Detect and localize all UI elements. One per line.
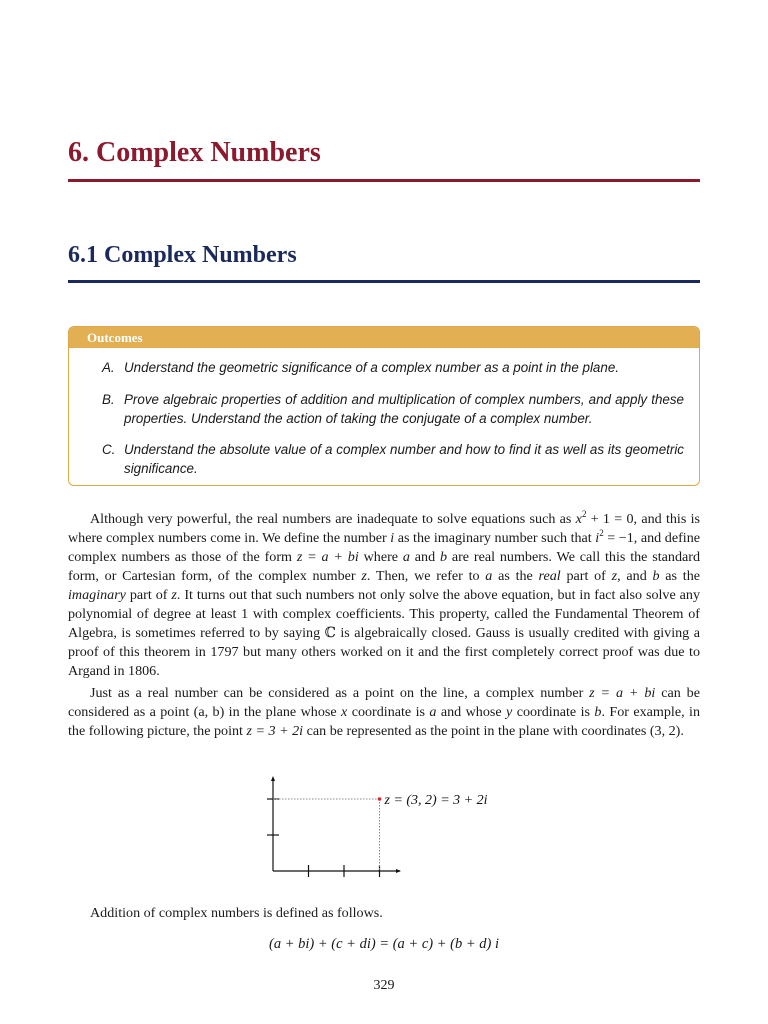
outcome-text: Understand the absolute value of a complex number and how to find it as well as its geometric significance. bbox=[124, 442, 684, 476]
addition-equation: (a + bi) + (c + di) = (a + c) + (b + d) i bbox=[269, 936, 499, 952]
outcome-letter: A. bbox=[102, 360, 115, 375]
outcome-item bbox=[102, 390, 684, 428]
outcome-text: Understand the geometric significance of a complex number as a point in the plane. bbox=[124, 360, 619, 375]
page-number: 329 bbox=[373, 978, 395, 993]
outcome-item bbox=[102, 358, 684, 377]
paragraph-intro: Although very powerful, the real numbers are inadequate to solve equations such as $x^2 + 1 = 0$, and this is where complex numbers come in. We define the number i as the imaginary number such that $i^2 = -1$, and define complex numbers as those of the form z = a + bi where a and b are real numbers. We call this the standard form, or Cartesian form, of the complex number z. Then, we refer to a as the real part of z, and b as the imaginary part of z. It turns out that such numbers not only solve the above equation, but in fact also solve any polynomial of degree at least 1 with complex coefficients. This property, called the Fundamental Theorem of Algebra, is sometimes referred to by saying ℂ is algebraically closed. Gauss is usually credited with giving a proof of this theorem in 1797 but many others worked on it and the first completely correct proof was due to Argand in 1806. bbox=[68, 509, 701, 679]
outcomes-header: Outcomes bbox=[69, 327, 699, 348]
point-z bbox=[378, 797, 382, 801]
outcome-text: Prove algebraic properties of addition and multiplication of complex numbers, and apply these properties. Understand the action of taking the conjugate of a complex number. bbox=[124, 392, 684, 426]
chapter-title: 6. Complex Numbers bbox=[68, 137, 321, 168]
outcomes-box bbox=[68, 326, 700, 486]
chapter-rule bbox=[68, 179, 700, 182]
complex-plane-figure bbox=[250, 770, 520, 880]
section-rule bbox=[68, 280, 700, 283]
section-title: 6.1 Complex Numbers bbox=[68, 242, 297, 268]
x-axis-arrow-icon bbox=[396, 869, 401, 873]
paragraph-geometric: Just as a real number can be considered as a point on the line, a complex number z = a + bi can be considered as a point (a, b) in the plane whose x coordinate is a and whose y coordinate is b. For example, in the following picture, the point z = 3 + 2i can be represented as the point in the plane with coordinates (3, 2). bbox=[68, 685, 700, 739]
point-label: z = (3, 2) = 3 + 2i bbox=[384, 793, 488, 808]
paragraph-addition: Addition of complex numbers is defined as follows. bbox=[90, 905, 383, 921]
outcome-letter: B. bbox=[102, 392, 115, 407]
outcome-letter: C. bbox=[102, 442, 116, 457]
outcome-item bbox=[102, 440, 684, 478]
y-axis-arrow-icon bbox=[271, 776, 275, 781]
